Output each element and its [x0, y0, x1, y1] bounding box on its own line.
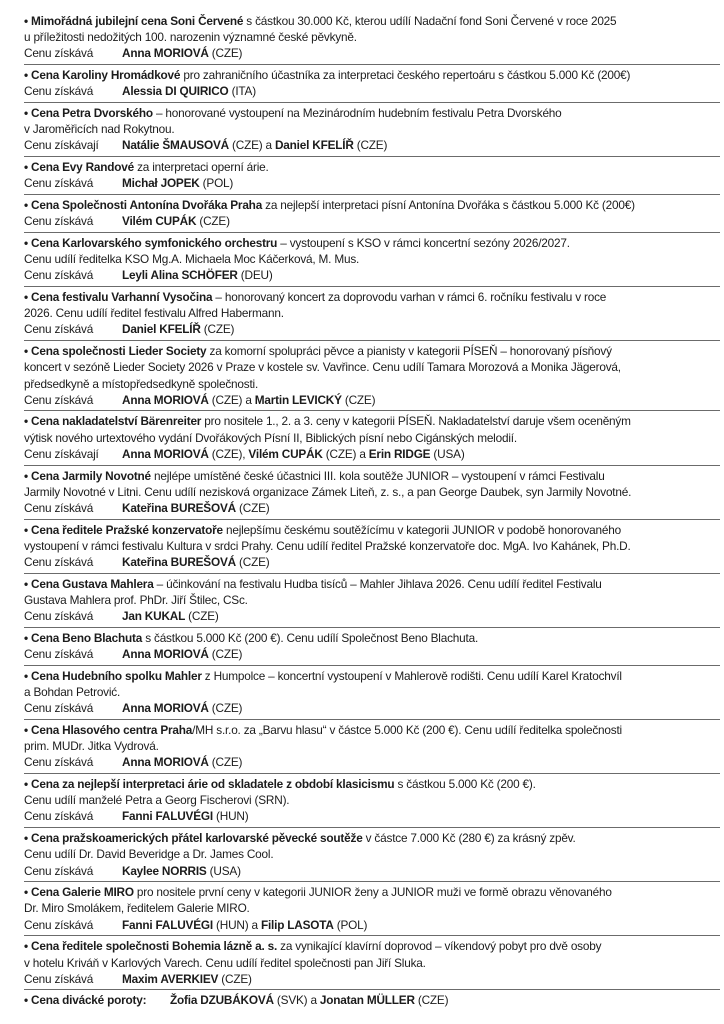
- bullet-icon: •: [24, 198, 32, 213]
- award-desc-line: – účinkování na festivalu Hudba tisíců – Mahler Jihlava 2026. Cenu udílí ředitel Festivalu: [153, 576, 602, 591]
- bullet-icon: •: [24, 290, 32, 305]
- award-desc-line: pro nositele první ceny v kategorii JUNIOR ženy a JUNIOR muži ve formě obrazu věnovaného: [133, 885, 612, 900]
- award-section: [24, 232, 720, 286]
- winner-line: [24, 321, 720, 337]
- winner-name: Anna MORIOVÁ: [122, 701, 209, 716]
- award-title: Cena Společnosti Antonína Dvořáka Praha: [31, 198, 263, 213]
- winner-text: (CZE): [196, 214, 230, 229]
- bullet-icon: •: [24, 106, 32, 121]
- award-desc-line: Cenu udílí Dr. David Beveridge a Dr. James Cool.: [24, 847, 274, 862]
- winner-name: Fanni FALUVÉGI: [122, 917, 213, 932]
- award-desc-line: za komorní spolupráci pěvce a pianisty v kategorii PÍSEŇ – honorovaný písňový: [206, 344, 612, 359]
- award-desc-line: pro nositele 1., 2. a 3. ceny v kategorii PÍSEŇ. Nakladatelství daruje všem oceněným: [201, 414, 631, 429]
- winner-text: (CZE): [200, 322, 235, 337]
- award-title: Cena Evy Randové: [31, 160, 135, 175]
- award-paragraph: [24, 235, 720, 267]
- winner-name: Jonatan MÜLLER: [319, 993, 415, 1008]
- award-paragraph: [24, 105, 720, 137]
- award-paragraph: [24, 884, 720, 916]
- award-desc-line: Jarmily Novotné v Litni. Cenu udílí nezisková organizace Zámek Liteň, z. s., a pan George Daubek, syn Jarmily Novotné.: [24, 484, 632, 499]
- award-paragraph: [24, 413, 720, 445]
- award-paragraph: [24, 938, 720, 970]
- winner-names: [122, 647, 242, 661]
- winner-line: [24, 83, 720, 99]
- award-section: [24, 519, 720, 573]
- winner-line: [24, 917, 720, 933]
- award-title: Cena společnosti Lieder Society: [31, 344, 207, 359]
- winner-names: [122, 864, 241, 878]
- award-section: [24, 627, 720, 665]
- award-desc-line: – honorované vystoupení na Mezinárodním hudebním festivalu Petra Dvorského: [152, 106, 562, 121]
- winner-names: [122, 972, 252, 986]
- bullet-icon: •: [24, 14, 32, 28]
- winner-name: Anna MORIOVÁ: [122, 392, 209, 407]
- winner-name: Leyli Alina SCHÖFER: [122, 268, 238, 283]
- award-desc-line: prim. MUDr. Jitka Vydrová.: [24, 739, 159, 754]
- winner-text: (POL): [199, 176, 234, 191]
- winner-text: (CZE): [208, 647, 243, 662]
- award-title: Cena za nejlepší interpretaci árie od skladatele z období klasicismu: [31, 777, 395, 792]
- winner-line: [24, 971, 720, 987]
- award-section: [24, 665, 720, 719]
- bullet-icon: •: [24, 777, 32, 792]
- bullet-icon: •: [24, 630, 32, 645]
- winner-line: [24, 754, 720, 770]
- winner-label: Cenu získává: [24, 176, 94, 191]
- winner-name: Vilém CUPÁK: [248, 446, 323, 461]
- winner-names: [122, 84, 256, 98]
- winner-text: (ITA): [228, 84, 256, 99]
- winner-label: Cenu získává: [24, 647, 94, 662]
- winner-label: Cenu získává: [24, 809, 94, 824]
- winner-label: Cenu získává: [24, 701, 94, 716]
- winner-text: (CZE): [218, 971, 252, 986]
- award-desc-line: 2026. Cenu udílí ředitel festivalu Alfred Habermann.: [24, 306, 284, 321]
- winner-name: Erin RIDGE: [368, 446, 431, 461]
- winner-name: Fanni FALUVÉGI: [122, 809, 213, 824]
- award-paragraph: [24, 668, 720, 700]
- winner-line: [24, 267, 720, 283]
- winner-names: [122, 268, 273, 282]
- award-section: [24, 194, 720, 232]
- award-desc-line: u příležitosti nedožitých 100. narozenin významné české pěvkyně.: [24, 30, 357, 45]
- bullet-icon: •: [24, 831, 32, 846]
- award-title: Cena pražskoamerických přátel karlovarské pěvecké soutěže: [31, 831, 363, 846]
- winner-label: Cenu získává: [24, 917, 94, 932]
- award-title: Cena Petra Dvorského: [31, 106, 153, 121]
- winner-name: Martin LEVICKÝ: [254, 392, 342, 407]
- winner-text: (CZE): [208, 701, 243, 716]
- winner-line: [24, 175, 720, 191]
- winner-label: Cenu získává: [24, 392, 94, 407]
- award-title: Cena Beno Blachuta: [31, 630, 143, 645]
- award-paragraph: [24, 159, 720, 175]
- award-desc-line: – vystoupení s KSO v rámci koncertní sezóny 2026/2027.: [277, 235, 570, 250]
- winner-names: [122, 393, 375, 407]
- winner-text: (POL): [333, 917, 368, 932]
- winner-label: Cenu získává: [24, 500, 94, 515]
- award-paragraph: [24, 630, 720, 646]
- award-desc-line: v částce 7.000 Kč (280 €) za krásný zpěv.: [362, 831, 576, 846]
- winner-names: [122, 809, 248, 823]
- award-title: Cena Galerie MIRO: [31, 885, 134, 900]
- winner-line: [24, 608, 720, 624]
- award-desc-line: za vynikající klavírní doprovod – víkendový pobyt pro dvě osoby: [277, 939, 602, 954]
- award-paragraph: [24, 289, 720, 321]
- award-paragraph: [24, 67, 720, 83]
- award-section: [24, 773, 720, 827]
- winner-label: Cenu získává: [24, 84, 94, 99]
- award-section: [24, 410, 720, 464]
- winner-text: (USA): [430, 446, 465, 461]
- award-paragraph: [24, 992, 720, 1008]
- winner-line: [24, 700, 720, 716]
- winner-text: (CZE),: [208, 446, 249, 461]
- winner-name: Jan KUKAL: [122, 609, 186, 624]
- winner-line: [24, 213, 720, 229]
- award-section: [24, 340, 720, 410]
- award-title: Cena ředitele společnosti Bohemia lázně a. s.: [31, 939, 278, 954]
- winner-text: (CZE) a: [208, 392, 255, 407]
- winner-text: (CZE) a: [228, 138, 275, 153]
- award-paragraph: [24, 522, 720, 554]
- winner-text: (CZE): [235, 500, 270, 515]
- winner-text: (CZE): [185, 609, 219, 624]
- winner-names: [122, 138, 387, 152]
- award-title: Cena Karlovarského symfonického orchestru: [31, 235, 278, 250]
- bullet-icon: •: [24, 885, 32, 900]
- bullet-icon: •: [24, 344, 32, 359]
- award-section: [24, 573, 720, 627]
- winner-text: (CZE): [208, 755, 243, 770]
- award-desc-line: s částkou 30.000 Kč, kterou udílí Nadační fond Soni Červené v roce 2025: [243, 14, 617, 28]
- award-paragraph: [24, 576, 720, 608]
- award-desc-line: za nejlepší interpretaci písní Antonína Dvořáka s částkou 5.000 Kč (200€): [262, 198, 635, 213]
- award-section: [24, 935, 720, 989]
- winner-text: (CZE): [353, 138, 388, 153]
- winner-name: Žofia DZUBÁKOVÁ: [170, 993, 274, 1008]
- winner-names: [122, 447, 465, 461]
- winner-name: Vilém CUPÁK: [122, 214, 197, 229]
- award-desc-line: předsedkyně a místopředsedkyně společnosti.: [24, 376, 259, 391]
- winner-line: [24, 392, 720, 408]
- award-section: [24, 11, 720, 64]
- winner-name: Anna MORIOVÁ: [122, 755, 209, 770]
- winner-text: (SVK) a: [273, 993, 320, 1008]
- winner-names: [122, 918, 367, 932]
- award-paragraph: [24, 13, 720, 45]
- award-desc-line: pro zahraničního účastníka za interpretaci českého repertoáru s částkou 5.000 Kč (200€): [180, 68, 631, 83]
- winner-name: Kateřina BUREŠOVÁ: [122, 555, 236, 570]
- winner-label: Cenu získává: [24, 322, 94, 337]
- winner-label: Cenu získává: [24, 609, 94, 624]
- bullet-icon: •: [24, 668, 32, 683]
- bullet-icon: •: [24, 522, 32, 537]
- winner-name: Kateřina BUREŠOVÁ: [122, 500, 236, 515]
- award-desc-line: Gustava Mahlera prof. PhDr. Jiří Štilec, CSc.: [24, 593, 248, 607]
- winner-names: [122, 501, 269, 515]
- bullet-icon: •: [24, 468, 32, 483]
- award-desc-line: /MH s.r.o. za „Barvu hlasu“ v částce 5.000 Kč (200 €). Cenu udílí ředitelka společnosti: [192, 722, 622, 737]
- winner-name: Filip LASOTA: [260, 917, 334, 932]
- winner-text: (DEU): [237, 268, 273, 283]
- winner-text: (CZE): [208, 46, 243, 61]
- winner-names: [122, 755, 242, 769]
- award-desc-line: vystoupení v rámci festivalu Kultura v srdci Prahy. Cenu udílí ředitel Pražské konzervatoře doc. MgA. Ivo Kahánek, Ph.D.: [24, 538, 631, 553]
- winner-text: (CZE): [341, 392, 376, 407]
- winner-name: Anna MORIOVÁ: [122, 446, 209, 461]
- winner-name: Anna MORIOVÁ: [122, 46, 209, 61]
- award-section: [24, 102, 720, 156]
- award-paragraph: [24, 468, 720, 500]
- winner-names: [122, 555, 269, 569]
- winner-label: Cenu získává: [24, 755, 94, 770]
- award-paragraph: [24, 776, 720, 808]
- award-paragraph: [24, 197, 720, 213]
- winner-name: Kaylee NORRIS: [122, 863, 207, 878]
- bullet-icon: •: [24, 576, 32, 591]
- winner-name: Maxim AVERKIEV: [122, 971, 219, 986]
- winner-line: [24, 500, 720, 516]
- winner-names: [122, 701, 242, 715]
- award-section: [24, 719, 720, 773]
- award-title: Cena Hlasového centra Praha: [31, 722, 193, 737]
- award-title: Cena festivalu Varhanní Vysočina: [31, 290, 213, 305]
- award-desc-line: za interpretaci operní árie.: [134, 160, 269, 175]
- winner-names: [122, 46, 242, 60]
- award-title: Mimořádná jubilejní cena Soni Červené: [31, 14, 244, 28]
- award-desc-line: nejlepšímu českému soutěžícímu v kategorii JUNIOR v podobě honorovaného: [222, 522, 621, 537]
- award-desc-line: v hotelu Kriváň v Karlových Varech. Cenu udílí ředitel společnosti pan Jiří Sluka.: [24, 955, 426, 970]
- award-title: Cena Jarmily Novotné: [31, 468, 151, 483]
- winner-names: [122, 176, 233, 190]
- winner-text: (HUN): [212, 809, 249, 824]
- award-desc-line: nejlépe umístěné české účastnici III. kola soutěže JUNIOR – vystoupení v rámci Festivalu: [150, 468, 605, 483]
- winner-label: Cenu získává: [24, 214, 94, 229]
- award-section: [24, 881, 720, 935]
- winner-line: [24, 137, 720, 153]
- award-desc-line: – honorovaný koncert za doprovodu varhan v rámci 6. ročníku festivalu v roce: [212, 290, 607, 305]
- award-desc-line: s částkou 5.000 Kč (200 €). Cenu udílí Společnost Beno Blachuta.: [142, 630, 479, 645]
- award-desc-line: Cenu udílí ředitelka KSO Mg.A. Michaela Moc Káčerková, M. Mus.: [24, 252, 360, 267]
- winner-names: [122, 322, 234, 336]
- award-desc-line: z Humpolce – koncertní vystoupení v Mahlerově rodišti. Cenu udílí Karel Kratochvíl: [201, 668, 622, 683]
- winner-text: (CZE): [414, 993, 449, 1008]
- award-desc-line: v Jaroměřicích nad Rokytnou.: [24, 122, 175, 137]
- award-title: Cena Karoliny Hromádkové: [31, 68, 181, 83]
- winner-label: Cenu získává: [24, 971, 94, 986]
- award-title: Cena Gustava Mahlera: [31, 576, 154, 591]
- award-paragraph: [24, 722, 720, 754]
- award-desc-line: výtisk nového urtextového vydání Dvořákových Písní II, Biblických písní nebo Cigánských melodií.: [24, 430, 517, 445]
- award-desc-line: Cenu udílí manželé Petra a Georg Fischerovi (SRN).: [24, 793, 290, 808]
- winner-line: [24, 45, 720, 61]
- winner-name: Anna MORIOVÁ: [122, 647, 209, 662]
- winner-label: Cenu získává: [24, 46, 94, 61]
- winner-name: Natálie ŠMAUSOVÁ: [122, 138, 229, 153]
- winner-name: Alessia DI QUIRICO: [122, 84, 229, 99]
- winner-label: Cenu získávají: [24, 138, 99, 153]
- winner-line: [24, 808, 720, 824]
- award-paragraph: [24, 830, 720, 862]
- winner-line: [24, 863, 720, 879]
- winner-label: Cenu získává: [24, 268, 94, 283]
- award-section: [24, 989, 720, 1011]
- winner-names: [122, 214, 230, 228]
- winner-label: Cenu získává: [24, 555, 94, 570]
- bullet-icon: •: [24, 939, 32, 954]
- award-desc-line: Dr. Miro Smolákem, ředitelem Galerie MIRO.: [24, 901, 250, 916]
- award-section: [24, 64, 720, 102]
- winner-name: Daniel KFELÍŘ: [122, 322, 201, 337]
- winner-line: [24, 446, 720, 462]
- award-title: Cena ředitele Pražské konzervatoře: [31, 522, 223, 537]
- winner-text: (HUN) a: [212, 917, 261, 932]
- award-title: Cena Hudebního spolku Mahler: [31, 668, 202, 683]
- winner-names: [122, 609, 219, 623]
- bullet-icon: •: [24, 160, 32, 175]
- winner-line: [24, 554, 720, 570]
- winner-name: Daniel KFELÍŘ: [274, 138, 354, 153]
- award-section: [24, 465, 720, 519]
- bullet-icon: •: [24, 235, 32, 250]
- winner-text: (CZE) a: [322, 446, 369, 461]
- bullet-icon: •: [24, 68, 32, 83]
- winner-label: Cenu získávají: [24, 446, 99, 461]
- bullet-icon: •: [24, 414, 32, 429]
- winner-line: [24, 646, 720, 662]
- winner-text: (USA): [206, 863, 241, 878]
- winner-label: Cenu získává: [24, 863, 94, 878]
- award-desc-line: s částkou 5.000 Kč (200 €).: [394, 777, 536, 792]
- award-paragraph: [24, 343, 720, 392]
- bullet-icon: •: [24, 993, 32, 1008]
- award-title: Cena nakladatelství Bärenreiter: [31, 414, 202, 429]
- winner-text: (CZE): [235, 555, 270, 570]
- award-section: [24, 156, 720, 194]
- award-desc-line: koncert v sezóně Lieder Society 2026 v Praze v kostele sv. Vavřince. Cenu udílí Tamara Morozová a Monika Jägerová,: [24, 360, 621, 375]
- award-title: Cena divácké poroty:: [31, 993, 147, 1008]
- award-section: [24, 286, 720, 340]
- bullet-icon: •: [24, 722, 32, 737]
- winner-name: Michał JOPEK: [122, 176, 200, 191]
- award-desc-line: a Bohdan Petrović.: [24, 685, 121, 700]
- award-section: [24, 827, 720, 881]
